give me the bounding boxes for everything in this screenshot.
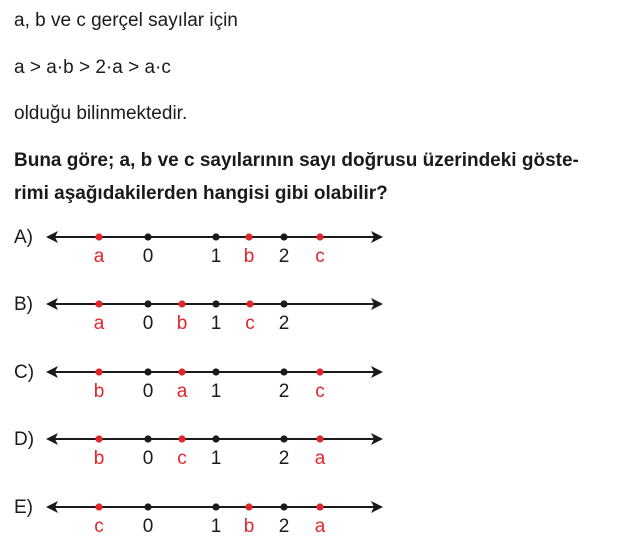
- option-b[interactable]: [0, 294, 632, 354]
- point-label: 1: [210, 246, 222, 267]
- point-dot: [178, 300, 185, 307]
- point-label: 0: [142, 448, 154, 469]
- point-label: 1: [210, 516, 222, 537]
- point-label: 0: [142, 381, 154, 402]
- point-dot: [212, 300, 219, 307]
- point-dot: [280, 233, 287, 240]
- stem-line-1: a, b ve c gerçel sayılar için: [14, 10, 238, 31]
- point-label: 1: [210, 381, 222, 402]
- number-line: [0, 362, 632, 422]
- point-dot: [212, 368, 219, 375]
- point-dot: [95, 435, 102, 442]
- point-label: a: [314, 448, 326, 469]
- point-label: a: [314, 516, 326, 537]
- point-label: 0: [142, 516, 154, 537]
- question-line-1: Buna göre; a, b ve c sayılarının sayı doğrusu üzerindeki göste-: [14, 150, 579, 171]
- option-e[interactable]: [0, 497, 632, 557]
- point-dot: [95, 300, 102, 307]
- point-label: 2: [278, 448, 290, 469]
- point-label: c: [315, 246, 325, 267]
- point-dot: [280, 368, 287, 375]
- point-dot: [316, 368, 323, 375]
- point-label: 2: [278, 313, 290, 334]
- point-dot: [95, 233, 102, 240]
- point-label: b: [93, 381, 105, 402]
- point-label: b: [243, 516, 255, 537]
- option-label: A): [14, 227, 33, 248]
- point-label: 2: [278, 381, 290, 402]
- point-label: 1: [210, 313, 222, 334]
- point-label: b: [243, 246, 255, 267]
- stem-line-3: olduğu bilinmektedir.: [14, 103, 188, 124]
- point-label: b: [176, 313, 188, 334]
- point-label: 0: [142, 313, 154, 334]
- number-line: [0, 497, 632, 557]
- point-label: c: [94, 516, 104, 537]
- point-dot: [212, 435, 219, 442]
- point-dot: [95, 503, 102, 510]
- point-label: b: [93, 448, 105, 469]
- option-label: C): [14, 362, 35, 383]
- point-dot: [95, 368, 102, 375]
- point-dot: [144, 503, 151, 510]
- option-label: E): [14, 497, 33, 518]
- point-label: a: [176, 381, 188, 402]
- point-dot: [178, 368, 185, 375]
- option-label: D): [14, 429, 35, 450]
- point-label: a: [93, 246, 105, 267]
- point-dot: [316, 233, 323, 240]
- option-a[interactable]: [0, 227, 632, 287]
- option-d[interactable]: [0, 429, 632, 489]
- point-dot: [280, 503, 287, 510]
- point-dot: [280, 300, 287, 307]
- point-dot: [144, 435, 151, 442]
- point-label: 2: [278, 516, 290, 537]
- point-dot: [212, 503, 219, 510]
- option-c[interactable]: [0, 362, 632, 422]
- stem-inequality: a > a·b > 2·a > a·c: [14, 57, 171, 78]
- option-label: B): [14, 294, 33, 315]
- point-label: 2: [278, 246, 290, 267]
- point-dot: [144, 300, 151, 307]
- point-dot: [144, 233, 151, 240]
- number-line: [0, 429, 632, 489]
- point-dot: [280, 435, 287, 442]
- point-dot: [316, 435, 323, 442]
- point-dot: [246, 300, 253, 307]
- point-label: c: [315, 381, 325, 402]
- point-dot: [178, 435, 185, 442]
- point-label: a: [93, 313, 105, 334]
- point-dot: [245, 503, 252, 510]
- point-dot: [316, 503, 323, 510]
- point-label: c: [177, 448, 187, 469]
- number-line: [0, 227, 632, 287]
- point-label: 1: [210, 448, 222, 469]
- number-line: [0, 294, 632, 354]
- point-dot: [144, 368, 151, 375]
- point-dot: [212, 233, 219, 240]
- point-label: c: [245, 313, 255, 334]
- question-line-2: rimi aşağıdakilerden hangisi gibi olabilir?: [14, 183, 388, 204]
- point-dot: [245, 233, 252, 240]
- point-label: 0: [142, 246, 154, 267]
